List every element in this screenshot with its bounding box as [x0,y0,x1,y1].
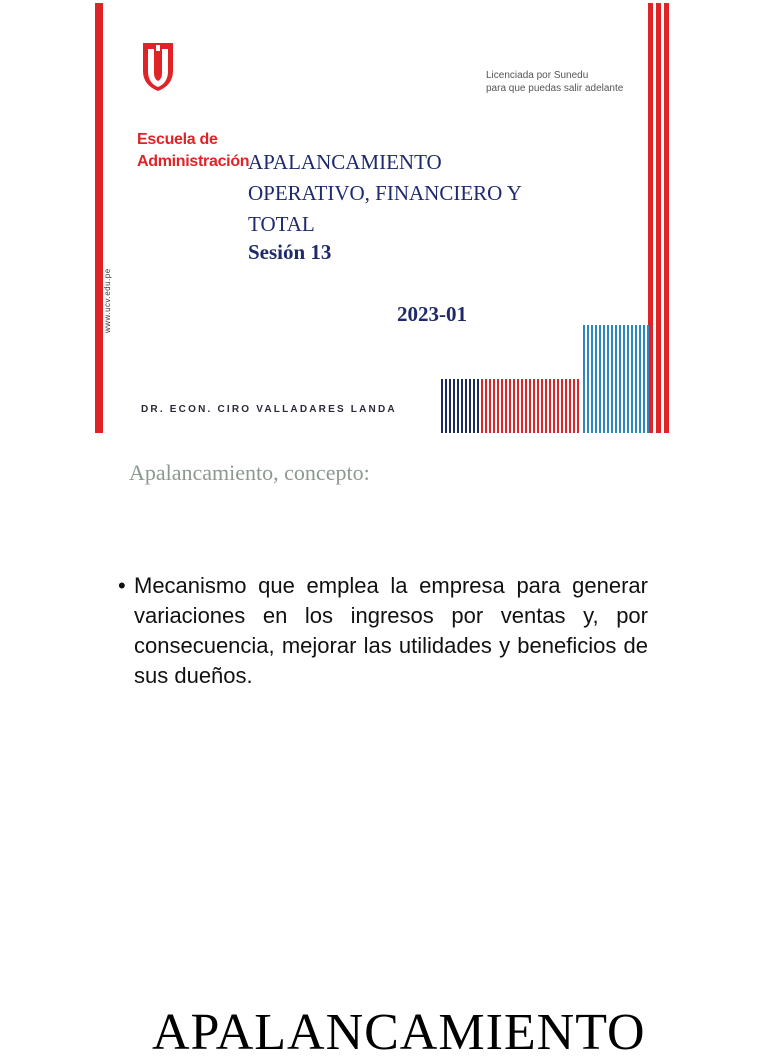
concept-heading: Apalancamiento, concepto: [129,460,370,485]
license-line-2: para que puedas salir adelante [486,83,624,94]
bars-red [481,379,579,433]
title-line-1: APALANCAMIENTO [248,150,442,174]
bars-navy [441,379,481,433]
school-name [137,129,249,173]
bullet-text: Mecanismo que emplea la empresa para generar variaciones en los ingresos por ventas y, por consecuencia, mejorar las utilidades y beneficios de sus dueños. [134,573,648,688]
school-line-2: Administración [137,153,250,170]
title-line-2: OPERATIVO, FINANCIERO Y [248,181,522,205]
title-slide [95,3,670,433]
decorative-bars [441,323,649,433]
bullet-item [118,571,648,691]
right-red-stripes [648,3,670,433]
bars-blue [583,325,649,433]
university-shield-logo [141,41,175,93]
website-url: www.ucv.edu.pe [103,268,112,333]
license-line-1: Licenciada por Sunedu [486,70,589,81]
author-name: DR. ECON. CIRO VALLADARES LANDA [141,404,397,415]
academic-year: 2023-01 [397,302,467,326]
license-tagline [486,69,623,95]
next-slide-heading: APALANCAMIENTO [152,1004,646,1061]
session-label: Sesión 13 [248,240,332,264]
school-line-1: Escuela de [137,131,218,148]
title-line-3: TOTAL [248,212,315,236]
left-red-bar [95,3,103,433]
bullet-glyph: • [118,573,126,598]
slide-title [248,147,628,240]
